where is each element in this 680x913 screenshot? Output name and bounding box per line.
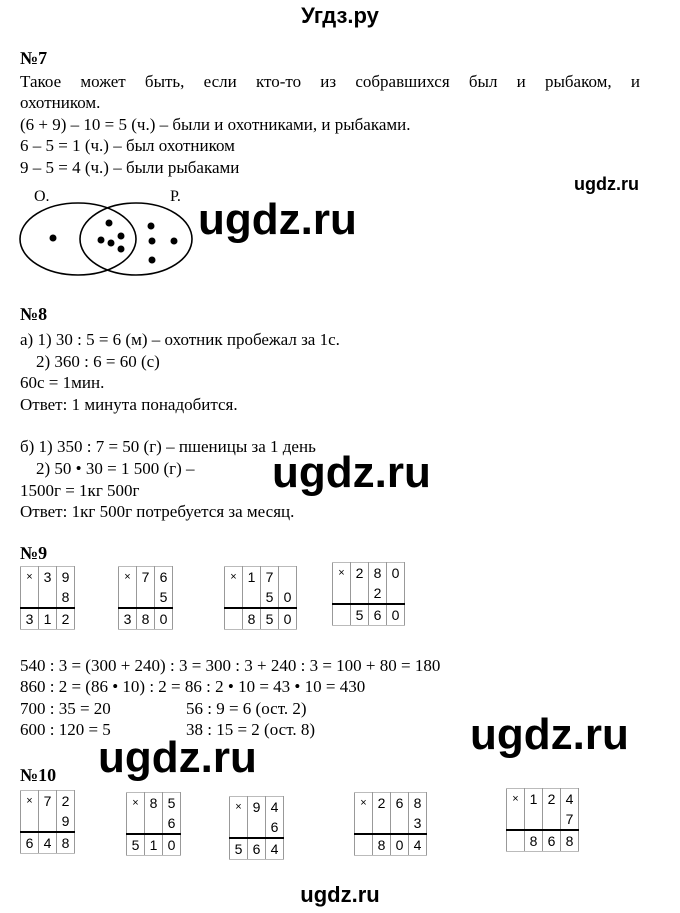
task10-title: №10 [20, 765, 57, 785]
digit: 4 [561, 789, 579, 810]
multiply-sign: × [230, 797, 248, 818]
digit: 1 [243, 567, 261, 588]
digit: 8 [561, 830, 579, 852]
digit: 5 [261, 587, 279, 608]
digit: 8 [57, 832, 75, 854]
digit [351, 583, 369, 604]
digit [21, 811, 39, 832]
watermark: ugdz.ru [98, 733, 257, 782]
multiply-sign: × [507, 789, 525, 810]
digit [248, 817, 266, 838]
task9-line4a: 600 : 120 = 5 [20, 720, 111, 739]
digit: 7 [561, 809, 579, 830]
digit: 6 [163, 813, 181, 834]
digit [127, 813, 145, 834]
task8-b2: 2) 50 • 30 = 1 500 (г) – [36, 459, 195, 478]
digit [373, 813, 391, 834]
digit: 8 [409, 793, 427, 814]
venn-dot [118, 246, 125, 253]
digit: 0 [387, 604, 405, 626]
digit: 6 [266, 817, 284, 838]
multiplication-column [332, 562, 405, 626]
digit [119, 587, 137, 608]
footer-site: ugdz.ru [300, 882, 380, 907]
digit: 2 [57, 791, 75, 812]
multiply-sign: × [119, 567, 137, 588]
multiply-sign: × [127, 793, 145, 814]
task9-line4b: 38 : 15 = 2 (ост. 8) [186, 720, 316, 739]
digit: 5 [351, 604, 369, 626]
digit [225, 587, 243, 608]
venn-dot [149, 238, 156, 245]
digit [525, 809, 543, 830]
task8-b3: 1500г = 1кг 500г [20, 481, 140, 500]
multiply-sign: × [333, 563, 351, 584]
venn-dots [50, 220, 178, 264]
venn-label-fishers: Р. [170, 188, 181, 205]
digit [543, 809, 561, 830]
digit: 2 [543, 789, 561, 810]
venn-dot [171, 238, 178, 245]
digit [21, 587, 39, 608]
digit: 5 [163, 793, 181, 814]
watermark-small: ugdz.ru [574, 174, 639, 194]
venn-dot [108, 240, 115, 247]
task7-line4: 6 – 5 = 1 (ч.) – был охотником [20, 136, 235, 155]
digit [355, 834, 373, 856]
digit: 7 [137, 567, 155, 588]
task8-a2: 2) 360 : 6 = 60 (с) [36, 352, 160, 371]
venn-label-hunters: О. [34, 188, 50, 205]
digit: 2 [369, 583, 387, 604]
digit [391, 813, 409, 834]
digit: 8 [145, 793, 163, 814]
digit [333, 604, 351, 626]
digit: 9 [248, 797, 266, 818]
task9-line2: 860 : 2 = (86 • 10) : 2 = 86 : 2 • 10 = 43 • 10 = 430 [20, 677, 366, 696]
task8-title: №8 [20, 304, 48, 324]
watermark: ugdz.ru [198, 195, 357, 244]
digit: 0 [279, 587, 297, 608]
digit [387, 583, 405, 604]
digit [355, 813, 373, 834]
digit: 8 [243, 608, 261, 630]
digit: 8 [525, 830, 543, 852]
digit: 0 [391, 834, 409, 856]
venn-dot [149, 257, 156, 264]
digit: 6 [369, 604, 387, 626]
digit: 9 [57, 811, 75, 832]
digit: 8 [137, 608, 155, 630]
digit [230, 817, 248, 838]
digit: 7 [39, 791, 57, 812]
digit: 6 [391, 793, 409, 814]
digit: 3 [119, 608, 137, 630]
task7-title: №7 [20, 48, 48, 68]
digit [279, 567, 297, 588]
multiplication-column [126, 792, 181, 856]
task8-b1: б) 1) 350 : 7 = 50 (г) – пшеницы за 1 день [20, 437, 316, 456]
task7-line2: охотником. [20, 93, 101, 112]
digit [39, 587, 57, 608]
digit: 1 [145, 834, 163, 856]
multiply-sign: × [225, 567, 243, 588]
multiplication-column [229, 796, 284, 860]
task7-line1: Такое может быть, если кто-то из собравшихся был и рыбаком, и [20, 72, 640, 91]
digit: 1 [39, 608, 57, 630]
digit: 0 [155, 608, 173, 630]
venn-dot [118, 233, 125, 240]
multiplication-column [20, 566, 75, 630]
multiplication-column [224, 566, 297, 630]
digit [507, 809, 525, 830]
venn-diagram [14, 198, 204, 280]
multiplication-column [118, 566, 173, 630]
multiply-sign: × [355, 793, 373, 814]
task9-line3b: 56 : 9 = 6 (ост. 2) [186, 699, 307, 718]
digit: 2 [57, 608, 75, 630]
watermark: ugdz.ru [272, 448, 431, 497]
digit: 9 [57, 567, 75, 588]
task8-b4: Ответ: 1кг 500г потребуется за месяц. [20, 502, 295, 521]
digit: 0 [279, 608, 297, 630]
digit: 2 [351, 563, 369, 584]
digit: 5 [230, 838, 248, 860]
digit [137, 587, 155, 608]
digit: 8 [369, 563, 387, 584]
venn-dot [148, 223, 155, 230]
venn-dot [98, 237, 105, 244]
multiplication-column [20, 790, 75, 854]
digit: 5 [261, 608, 279, 630]
digit [507, 830, 525, 852]
digit [225, 608, 243, 630]
task8-a1: а) 1) 30 : 5 = 6 (м) – охотник пробежал за 1с. [20, 330, 340, 349]
task9-line3a: 700 : 35 = 20 [20, 699, 111, 718]
multiply-sign: × [21, 567, 39, 588]
digit: 6 [543, 830, 561, 852]
task7-line3: (6 + 9) – 10 = 5 (ч.) – были и охотниками, и рыбаками. [20, 115, 411, 134]
digit: 8 [373, 834, 391, 856]
venn-dot [50, 235, 57, 242]
digit: 4 [266, 838, 284, 860]
digit: 4 [39, 832, 57, 854]
task9-title: №9 [20, 543, 48, 563]
digit: 6 [21, 832, 39, 854]
digit [39, 811, 57, 832]
digit: 6 [248, 838, 266, 860]
digit: 8 [57, 587, 75, 608]
venn-dot [106, 220, 113, 227]
multiplication-column [354, 792, 427, 856]
multiplication-column [506, 788, 579, 852]
task7-line5: 9 – 5 = 4 (ч.) – были рыбаками [20, 158, 240, 177]
task9-line1: 540 : 3 = (300 + 240) : 3 = 300 : 3 + 240 : 3 = 100 + 80 = 180 [20, 656, 441, 675]
digit: 5 [155, 587, 173, 608]
digit: 3 [21, 608, 39, 630]
digit: 3 [39, 567, 57, 588]
digit: 2 [373, 793, 391, 814]
digit: 4 [266, 797, 284, 818]
task8-a3: 60с = 1мин. [20, 373, 105, 392]
digit [145, 813, 163, 834]
digit [243, 587, 261, 608]
venn-hunters-ellipse [20, 203, 136, 275]
digit: 0 [387, 563, 405, 584]
site-title: Угдз.ру [301, 3, 379, 28]
watermark: ugdz.ru [470, 710, 629, 759]
digit: 5 [127, 834, 145, 856]
digit [333, 583, 351, 604]
digit: 0 [163, 834, 181, 856]
digit: 7 [261, 567, 279, 588]
digit: 6 [155, 567, 173, 588]
multiply-sign: × [21, 791, 39, 812]
task8-a4: Ответ: 1 минута понадобится. [20, 395, 238, 414]
digit: 3 [409, 813, 427, 834]
digit: 1 [525, 789, 543, 810]
digit: 4 [409, 834, 427, 856]
